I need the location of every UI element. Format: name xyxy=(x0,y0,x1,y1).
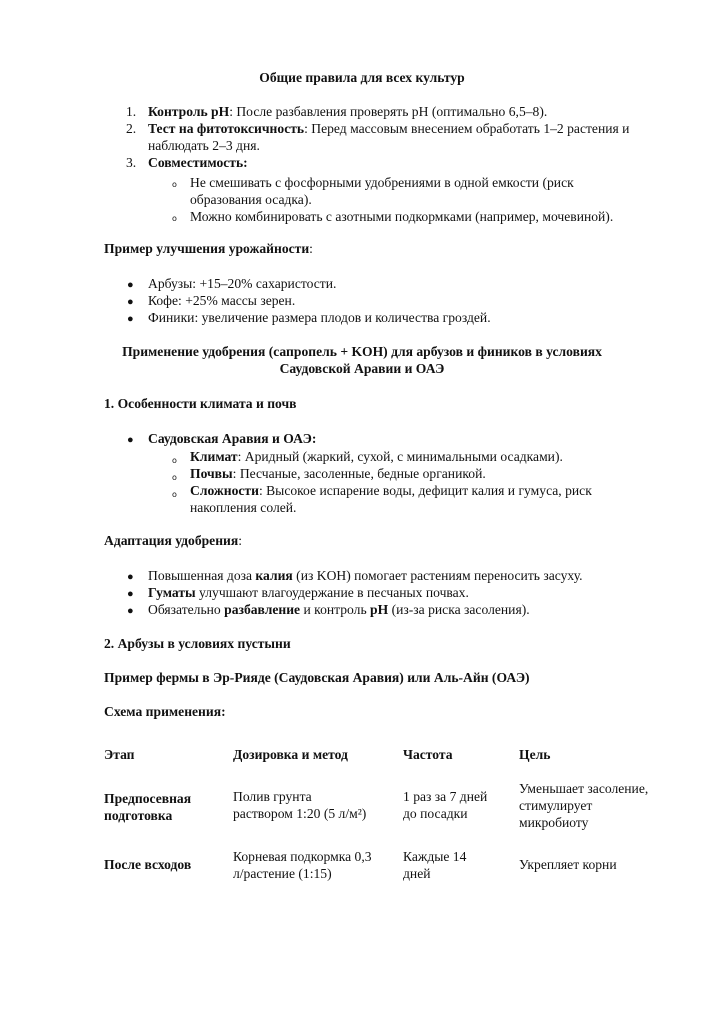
farm-example: Пример фермы в Эр-Рияде (Саудовская Аравия) или Аль-Айн (ОАЭ) xyxy=(104,670,530,685)
bullet-icon: ● xyxy=(127,313,134,325)
item-number: 3. xyxy=(126,155,137,170)
table-cell-stage: После всходов xyxy=(104,857,192,872)
yield-heading: Пример улучшения урожайности: xyxy=(104,241,313,256)
adaptation-item: Гуматы улучшают влагоудержание в песчаных почвах. xyxy=(148,585,469,600)
table-cell-stage: Предпосевная подготовка xyxy=(104,791,192,823)
application-title-line1: Применение удобрения (сапропель + KOH) для арбузов и фиников в условиях xyxy=(122,344,602,359)
climate-item: Сложности: Высокое испарение воды, дефицит калия и гумуса, риск xyxy=(190,483,592,498)
scheme-heading: Схема применения: xyxy=(104,704,226,719)
application-title-line2: Саудовской Аравии и ОАЭ xyxy=(279,361,445,376)
bullet-icon: ● xyxy=(127,588,134,600)
bullet-icon: ● xyxy=(127,605,134,617)
bullet-icon: ● xyxy=(127,296,134,308)
table-header-goal: Цель xyxy=(519,747,551,762)
adaptation-item: Обязательно разбавление и контроль pH (из-за риска засоления). xyxy=(148,602,530,617)
list-item: Тест на фитотоксичность: Перед массовым внесением обработать 1–2 растения и xyxy=(148,121,630,136)
list-item: Контроль pH: После разбавления проверять pH (оптимально 6,5–8). xyxy=(148,104,548,119)
climate-item-continuation: накопления солей. xyxy=(190,500,297,515)
yield-item: Кофе: +25% массы зерен. xyxy=(148,293,296,308)
list-item-continuation: наблюдать 2–3 дня. xyxy=(148,138,260,153)
sub-item: Можно комбинировать с азотными подкормками (например, мочевиной). xyxy=(190,209,614,224)
adaptation-item: Повышенная доза калия (из KOH) помогает растениям переносить засуху. xyxy=(148,568,583,583)
region-item: Саудовская Аравия и ОАЭ: xyxy=(148,431,317,446)
climate-heading: 1. Особенности климата и почв xyxy=(104,396,297,411)
yield-item: Арбузы: +15–20% сахаристости. xyxy=(148,276,337,291)
table-cell-dose: Полив грунта раствором 1:20 (5 л/м²) xyxy=(233,789,367,821)
circle-bullet-icon: o xyxy=(172,180,177,189)
table-cell-frequency: Каждые 14 дней xyxy=(403,849,467,881)
circle-bullet-icon: o xyxy=(172,490,177,499)
general-title: Общие правила для всех культур xyxy=(259,70,465,85)
circle-bullet-icon: o xyxy=(172,456,177,465)
table-header-frequency: Частота xyxy=(403,747,453,762)
bullet-icon: ● xyxy=(127,279,134,291)
melons-heading: 2. Арбузы в условиях пустыни xyxy=(104,636,291,651)
adaptation-heading: Адаптация удобрения: xyxy=(104,533,243,548)
bullet-icon: ● xyxy=(127,571,134,583)
list-item: Совместимость: xyxy=(148,155,248,170)
table-cell-frequency: 1 раз за 7 дней до посадки xyxy=(403,789,488,821)
yield-item: Финики: увеличение размера плодов и количества гроздей. xyxy=(148,310,491,325)
circle-bullet-icon: o xyxy=(172,473,177,482)
circle-bullet-icon: o xyxy=(172,214,177,223)
table-header-stage: Этап xyxy=(104,747,135,762)
sub-item-continuation: образования осадка). xyxy=(190,192,312,207)
item-number: 2. xyxy=(126,121,137,136)
climate-item: Почвы: Песчаные, засоленные, бедные органикой. xyxy=(190,466,486,481)
climate-item: Климат: Аридный (жаркий, сухой, с минимальными осадками). xyxy=(190,449,563,464)
table-cell-goal: Укрепляет корни xyxy=(519,857,617,872)
bullet-icon: ● xyxy=(127,434,134,446)
table-cell-goal: Уменьшает засоление, стимулирует микробиоту xyxy=(519,781,649,830)
item-number: 1. xyxy=(126,104,137,119)
table-cell-dose: Корневая подкормка 0,3 л/растение (1:15) xyxy=(233,849,372,881)
sub-item: Не смешивать с фосфорными удобрениями в одной емкости (риск xyxy=(190,175,574,190)
table-header-dose: Дозировка и метод xyxy=(233,747,348,762)
